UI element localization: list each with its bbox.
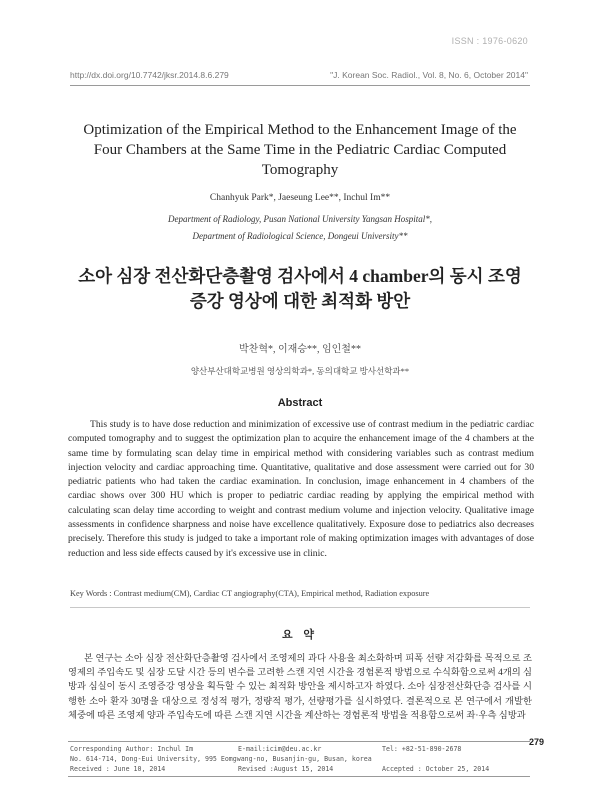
telephone: Tel: +82-51-890-2678 (382, 745, 462, 753)
address: No. 614-714, Dong-Eui University, 995 Eomgwang-no, Busanjin-gu, Busan, korea (70, 755, 372, 763)
footnote-box (68, 741, 530, 777)
header-divider (70, 85, 530, 86)
paper-title-en: Optimization of the Empirical Method to the Enhancement Image of the Four Chambers at the Same Time in the Pediatric Cardiac Computed Tomography (83, 122, 517, 178)
email[interactable]: E-mail:icim@deu.ac.kr (238, 745, 322, 753)
doi-link[interactable]: http://dx.doi.org/10.7742/jksr.2014.8.6.279 (70, 70, 229, 80)
abstract-text: This study is to have dose reduction and minimization of excessive use of contrast medium in the pediatric cardiac computed tomography and to suggest the optimization plan to acquire the enhancement image of the 4 chambers at the same time by formulating scan delay time in empirical method with considering variables such as contrast medium injection velocity and cardiac approaching time. Quantitative, qualitative and dose assessment were carried out for 30 pediatric patients who had taken the cardiac examination. In conclusion, image enhancement in 4 chambers of the cardiac shows over 300 HU which is proper to pediatric cardiac reading by applying the empirical method with calculating scan delay time according to weight and contrast medium volume and injection velocity. Qualitative image assessments in confidence sharpness and noise have excellence qualitatively. Exposure dose to pediatrics also decreases precisely. Therefore this study is judged to take a important role of making optimization images with advantages of dose reduction and less side effects caused by it's excessive use in clinic. (68, 419, 534, 559)
issn: ISSN : 1976-0620 (451, 36, 528, 46)
keywords-divider (70, 607, 530, 608)
paper-title-kr: 소아 심장 전산화단층촬영 검사에서 4 chamber의 동시 조영증강 영상에 대한 최적화 방안 (78, 266, 522, 311)
affiliations-kr: 양산부산대학교병원 영상의학과*, 동의대학교 방사선학과** (190, 366, 410, 376)
corresponding-author: Corresponding Author: Inchul Im (70, 745, 194, 753)
korean-abstract-text: 본 연구는 소아 심장 전산화단층촬영 검사에서 조영제의 과다 사용을 최소화하며 피폭 선량 저감화를 목적으로 조영제의 주입속도 및 심장 도달 시간 등의 변수를 고려한 스캔 지연 시간을 경험론적 방법으로 수식화함으로써 4개의 심방과 심실이 동시 조영증강 영상을 획득할 수 있는 최적화 방안을 제시하고자 하였다. 소아 심장전산화단층 검사를 시행한 소아 환자 30명을 대상으로 정성적 평가, 정량적 평가, 선량평가를 실시하였다. 결론적으로 본 연구에서 개발한 체중에 따른 조영제 양과 주입속도에 따른 스캔 지연 시간을 계산하는 경험론적 방법을 적용함으로써 좌·우측 심방과 (68, 654, 532, 721)
received-date: Received : June 10, 2014 (70, 765, 166, 773)
page-number: 279 (528, 737, 544, 747)
authors-kr: 박찬혁*, 이재승**, 임인철** (239, 344, 361, 355)
keywords: Key Words : Contrast medium(CM), Cardiac CT angiography(CTA), Empirical method, Radiation exposure (70, 589, 430, 598)
authors-en: Chanhyuk Park*, Jaeseung Lee**, Inchul Im** (209, 193, 391, 203)
abstract-heading: Abstract (277, 397, 323, 409)
journal-citation: "J. Korean Soc. Radiol., Vol. 8, No. 6, October 2014" (330, 70, 528, 80)
revised-date: Revised :August 15, 2014 (238, 765, 334, 773)
korean-abstract-heading: 요 약 (281, 629, 318, 641)
affiliation-en-2: Department of Radiological Science, Dongeui University** (192, 231, 408, 241)
affiliation-en-1: Department of Radiology, Pusan National University Yangsan Hospital*, (168, 214, 432, 224)
accepted-date: Accepted : October 25, 2014 (382, 765, 490, 773)
